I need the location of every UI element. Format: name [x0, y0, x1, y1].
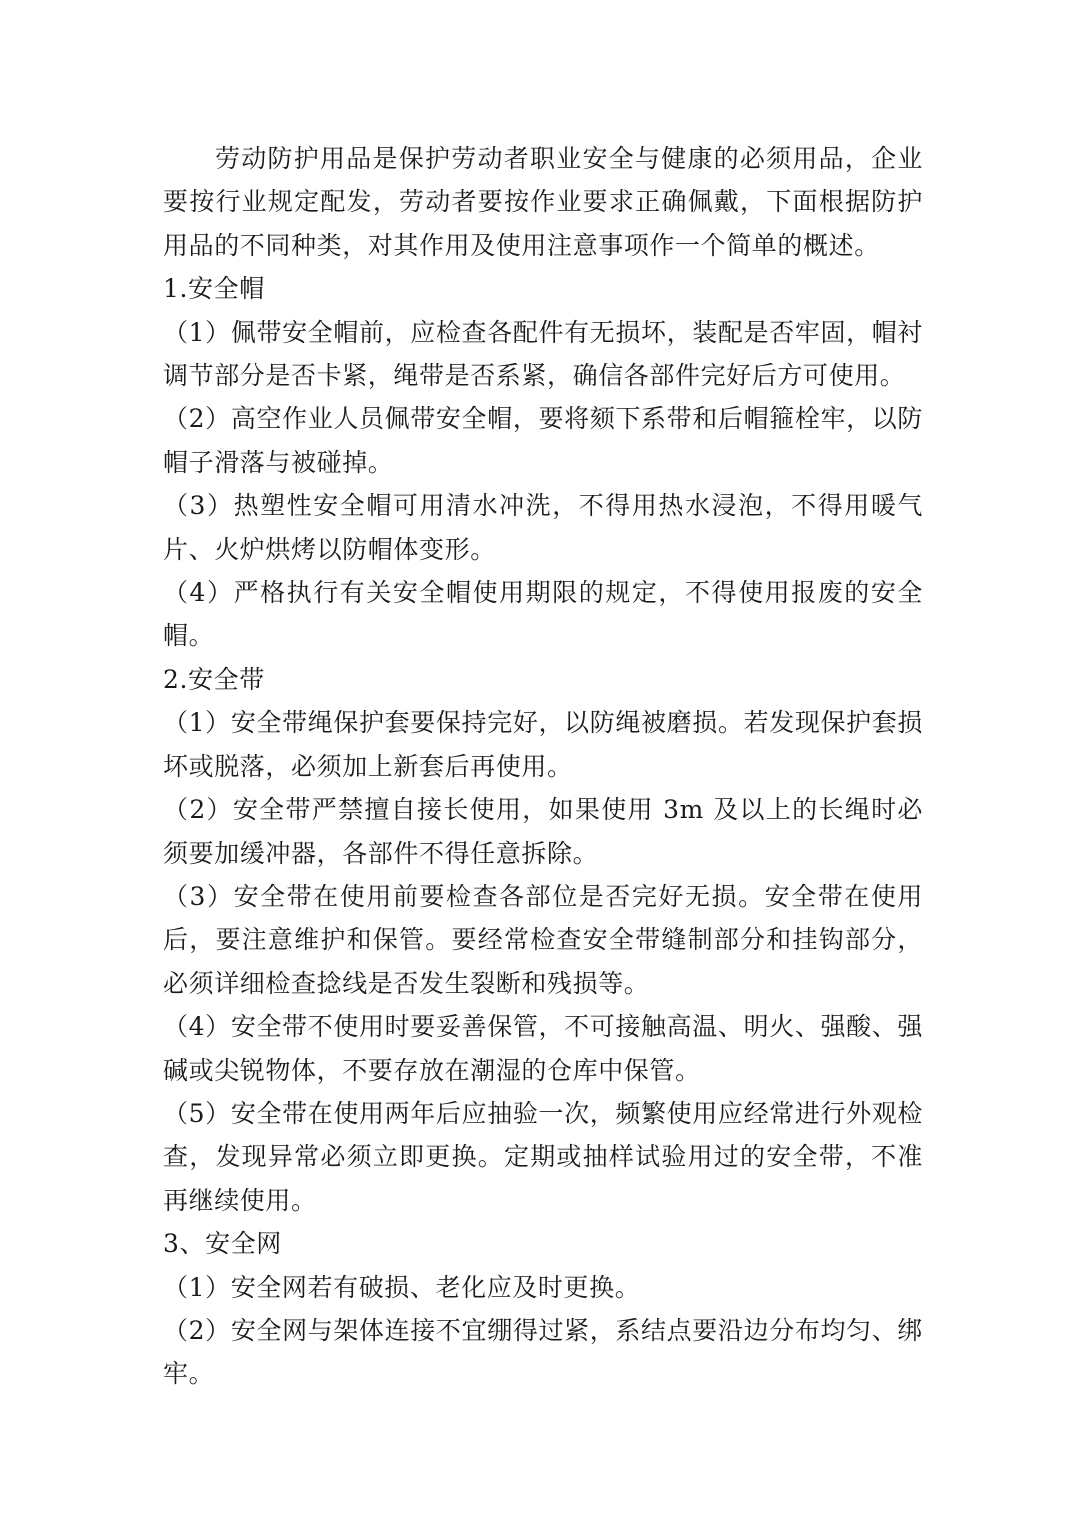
list-item: （1）安全带绳保护套要保持完好，以防绳被磨损。若发现保护套损坏或脱落，必须加上新套后再使用。	[163, 708, 923, 781]
section-safety-belt	[163, 658, 923, 1222]
section-safety-helmet	[163, 267, 923, 658]
section-heading: 3、安全网	[163, 1229, 282, 1259]
list-item: （1）安全网若有破损、老化应及时更换。	[163, 1272, 641, 1302]
list-item: （1）佩带安全帽前，应检查各配件有无损坏，装配是否牢固，帽衬调节部分是否卡紧，绳带是否系紧，确信各部件完好后方可使用。	[163, 317, 923, 391]
list-item: （2）高空作业人员佩带安全帽，要将颏下系带和后帽箍栓牢，以防帽子滑落与被碰掉。	[163, 404, 923, 477]
list-item: （3）安全带在使用前要检查各部位是否完好无损。安全带在使用后，要注意维护和保管。要经常检查安全带缝制部分和挂钩部分，必须详细检查捻线是否发生裂断和残损等。	[163, 881, 923, 998]
list-item: （4）安全带不使用时要妥善保管，不可接触高温、明火、强酸、强碱或尖锐物体，不要存放在潮湿的仓库中保管。	[163, 1012, 923, 1085]
section-heading: 2.安全带	[163, 664, 265, 694]
section-heading: 1.安全帽	[163, 274, 265, 304]
list-item: （5）安全带在使用两年后应抽验一次，频繁使用应经常进行外观检查，发现异常必须立即更换。定期或抽样试验用过的安全带，不准再继续使用。	[163, 1098, 923, 1215]
list-item: （4）严格执行有关安全帽使用期限的规定，不得使用报废的安全帽。	[163, 578, 923, 651]
list-item: （2）安全网与架体连接不宜绷得过紧，系结点要沿边分布均匀、绑牢。	[163, 1315, 923, 1389]
list-item: （3）热塑性安全帽可用清水冲洗，不得用热水浸泡，不得用暖气片、火炉烘烤以防帽体变形。	[163, 491, 923, 564]
intro-paragraph: 劳动防护用品是保护劳动者职业安全与健康的必须用品，企业要按行业规定配发，劳动者要按作业要求正确佩戴，下面根据防护用品的不同种类，对其作用及使用注意事项作一个简单的概述。	[163, 144, 923, 260]
list-item: （2）安全带严禁擅自接长使用，如果使用 3m 及以上的长绳时必须要加缓冲器，各部件不得任意拆除。	[163, 795, 923, 868]
section-safety-net	[163, 1222, 923, 1396]
document-body	[163, 137, 923, 1396]
